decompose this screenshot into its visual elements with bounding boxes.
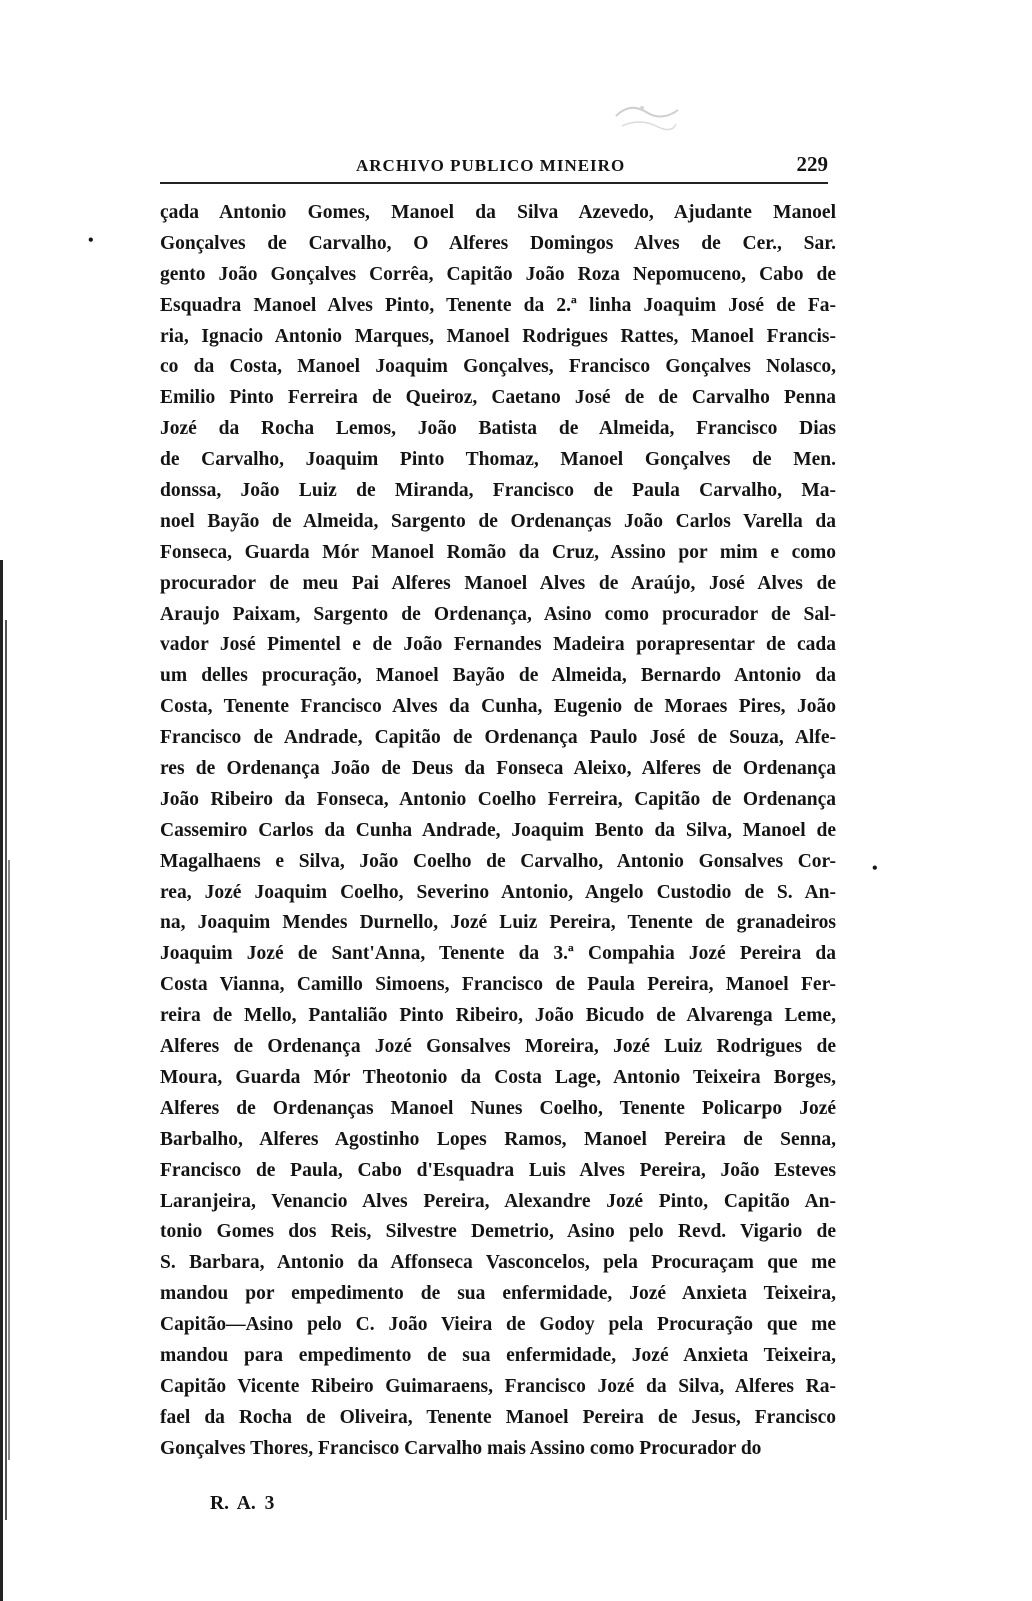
margin-mark-right: • [872, 860, 878, 877]
text-line: Capitão—Asino pelo C. João Vieira de Godoy pela Procuração que me [160, 1314, 836, 1336]
text-line: vador José Pimentel e de João Fernandes Madeira porapresentar de cada [160, 634, 836, 656]
body-text [160, 198, 836, 1465]
text-line: procurador de meu Pai Alferes Manoel Alves de Araújo, José Alves de [160, 572, 836, 594]
text-line: Gonçalves de Carvalho, O Alferes Domingos Alves de Cer., Sar. [160, 232, 836, 254]
text-line: Costa, Tenente Francisco Alves da Cunha, Eugenio de Moraes Pires, João [160, 696, 836, 718]
header-rule [160, 182, 828, 184]
text-line: Jozé da Rocha Lemos, João Batista de Almeida, Francisco Dias [160, 418, 836, 440]
text-line: Araujo Paixam, Sargento de Ordenança, Asino como procurador de Sal- [160, 603, 836, 625]
text-line: João Ribeiro da Fonseca, Antonio Coelho Ferreira, Capitão de Ordenança [160, 788, 836, 810]
text-line: Costa Vianna, Camillo Simoens, Francisco de Paula Pereira, Manoel Fer- [160, 974, 836, 996]
running-title: ARCHIVO PUBLICO MINEIRO [356, 156, 626, 175]
text-line: çada Antonio Gomes, Manoel da Silva Azevedo, Ajudante Manoel [160, 202, 836, 223]
text-line: Joaquim Jozé de Sant'Anna, Tenente da 3.ª Compahia Jozé Pereira da [160, 943, 836, 965]
text-line: Esquadra Manoel Alves Pinto, Tenente da 2.ª linha Joaquim José de Fa- [160, 294, 836, 316]
text-line: gento João Gonçalves Corrêa, Capitão João Roza Nepomuceno, Cabo de [160, 263, 836, 285]
page-header [160, 148, 828, 184]
text-line: Emilio Pinto Ferreira de Queiroz, Caetano José de de Carvalho Penna [160, 387, 836, 409]
text-line: rea, Jozé Joaquim Coelho, Severino Antonio, Angelo Custodio de S. An- [160, 881, 836, 903]
signature-mark: R. A. 3 [210, 1493, 275, 1514]
binding-edge [0, 560, 14, 1601]
ink-smudge [612, 96, 682, 136]
text-line: mandou para empedimento de sua enfermidade, Jozé Anxieta Teixeira, [160, 1344, 836, 1366]
text-line: S. Barbara, Antonio da Affonseca Vasconcelos, pela Procuraçam que me [160, 1252, 836, 1274]
text-line: res de Ordenança João de Deus da Fonseca Aleixo, Alferes de Ordenança [160, 758, 836, 780]
text-line: ria, Ignacio Antonio Marques, Manoel Rodrigues Rattes, Manoel Francis- [160, 325, 836, 347]
page-number: 229 [796, 152, 828, 176]
text-line: Gonçalves Thores, Francisco Carvalho mais Assino como Procurador do [160, 1437, 762, 1459]
text-line: fael da Rocha de Oliveira, Tenente Manoel Pereira de Jesus, Francisco [160, 1406, 836, 1428]
margin-mark-left: • [88, 232, 94, 249]
text-line: Cassemiro Carlos da Cunha Andrade, Joaquim Bento da Silva, Manoel de [160, 819, 836, 841]
text-line: Francisco de Paula, Cabo d'Esquadra Luis Alves Pereira, João Esteves [160, 1159, 836, 1181]
text-line: tonio Gomes dos Reis, Silvestre Demetrio, Asino pelo Revd. Vigario de [160, 1221, 836, 1243]
text-line: de Carvalho, Joaquim Pinto Thomaz, Manoel Gonçalves de Men. [160, 449, 836, 471]
text-line: reira de Mello, Pantalião Pinto Ribeiro, João Bicudo de Alvarenga Leme, [160, 1005, 836, 1027]
text-line: Capitão Vicente Ribeiro Guimaraens, Francisco Jozé da Silva, Alferes Ra- [160, 1375, 836, 1397]
text-line: Alferes de Ordenança Jozé Gonsalves Moreira, Jozé Luiz Rodrigues de [160, 1036, 836, 1058]
text-line: donssa, João Luiz de Miranda, Francisco de Paula Carvalho, Ma- [160, 480, 836, 502]
text-line: mandou por empedimento de sua enfermidade, Jozé Anxieta Teixeira, [160, 1283, 836, 1305]
text-line: Moura, Guarda Mór Theotonio da Costa Lage, Antonio Teixeira Borges, [160, 1066, 836, 1088]
text-line: co da Costa, Manoel Joaquim Gonçalves, Francisco Gonçalves Nolasco, [160, 356, 836, 378]
text-line: Barbalho, Alferes Agostinho Lopes Ramos, Manoel Pereira de Senna, [160, 1128, 836, 1150]
text-line: Alferes de Ordenanças Manoel Nunes Coelho, Tenente Policarpo Jozé [160, 1097, 836, 1119]
text-line: na, Joaquim Mendes Durnello, Jozé Luiz Pereira, Tenente de granadeiros [160, 912, 836, 934]
text-line: um delles procuração, Manoel Bayão de Almeida, Bernardo Antonio da [160, 665, 836, 687]
text-line: Magalhaens e Silva, João Coelho de Carvalho, Antonio Gonsalves Cor- [160, 850, 836, 872]
text-line: Fonseca, Guarda Mór Manoel Romão da Cruz, Assino por mim e como [160, 541, 836, 563]
text-line: noel Bayão de Almeida, Sargento de Ordenanças João Carlos Varella da [160, 510, 836, 532]
text-line: Laranjeira, Venancio Alves Pereira, Alexandre Jozé Pinto, Capitão An- [160, 1190, 836, 1212]
text-line: Francisco de Andrade, Capitão de Ordenança Paulo José de Souza, Alfe- [160, 727, 836, 749]
